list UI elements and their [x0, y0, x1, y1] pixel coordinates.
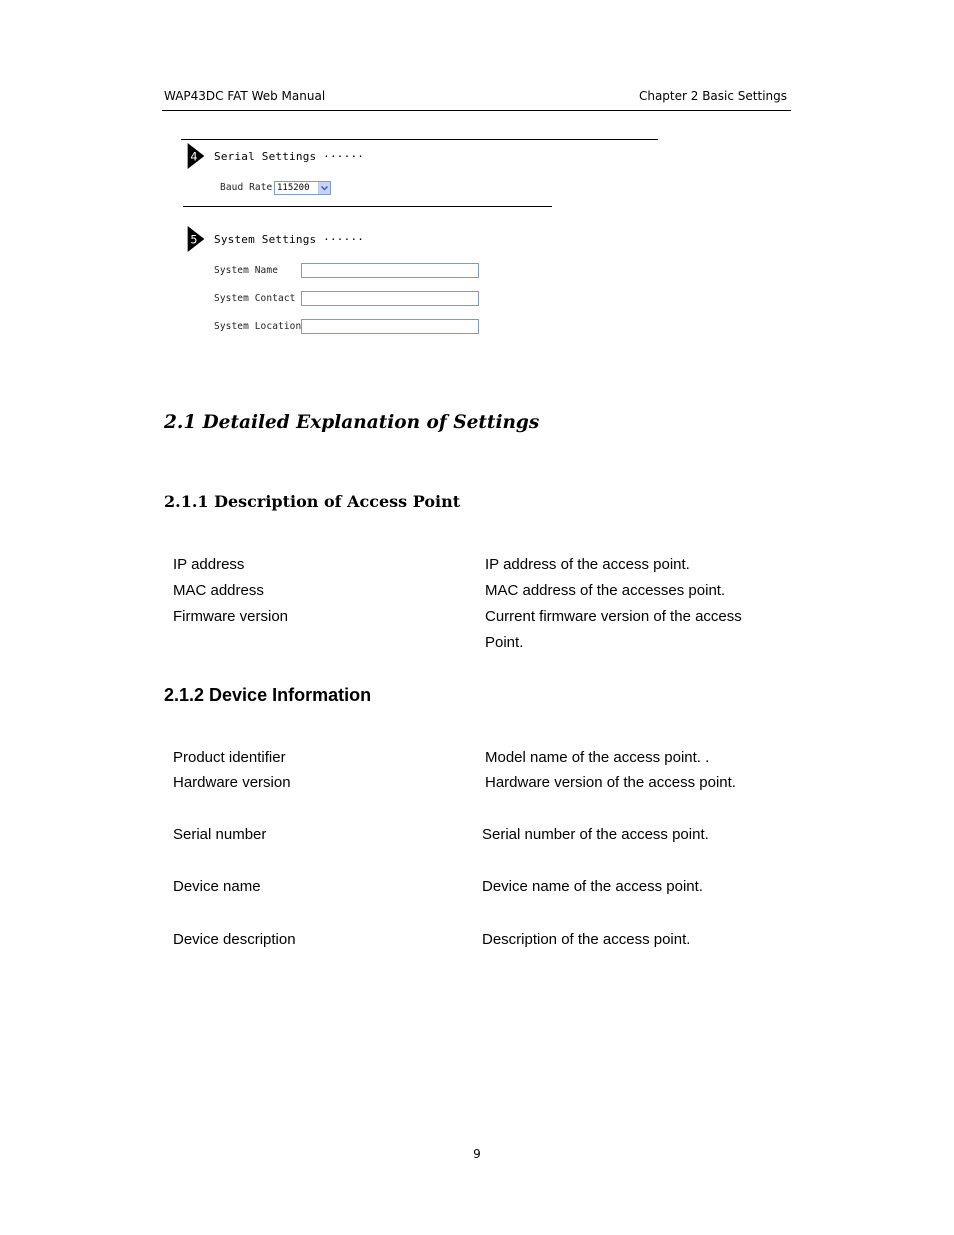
serial-settings-title: Serial Settings ······	[214, 150, 365, 163]
system-location-input[interactable]	[301, 319, 479, 334]
system-contact-input[interactable]	[301, 291, 479, 306]
system-settings-title: System Settings ······	[214, 233, 365, 246]
definition-description: Model name of the access point. .	[485, 749, 710, 766]
header-title: WAP43DC FAT Web Manual	[164, 89, 326, 103]
system-name-label: System Name	[214, 265, 279, 276]
definition-term: Hardware version	[173, 774, 291, 791]
system-location-label: System Location	[214, 321, 302, 332]
definition-description: Current firmware version of the access	[485, 608, 742, 625]
definition-term: Device description	[173, 931, 296, 948]
definition-description: Serial number of the access point.	[482, 826, 709, 843]
section-2-1-2-heading: 2.1.2 Device Information	[164, 685, 372, 705]
figure-mid-divider	[183, 206, 552, 207]
definition-term: Firmware version	[173, 608, 289, 625]
definition-description: Device name of the access point.	[482, 878, 703, 895]
chevron-down-icon[interactable]	[318, 182, 330, 194]
baud-rate-select[interactable]	[274, 181, 331, 195]
definition-term: IP address	[173, 556, 245, 573]
definition-term: MAC address	[173, 582, 264, 599]
figure-top-divider	[181, 139, 658, 140]
svg-text:4: 4	[190, 150, 198, 164]
baud-rate-label: Baud Rate	[220, 182, 273, 193]
definition-description: Hardware version of the access point.	[485, 774, 736, 791]
header-divider	[162, 110, 791, 111]
header-chapter: Chapter 2 Basic Settings	[638, 89, 787, 103]
page-number: 9	[473, 1147, 481, 1161]
definition-term: Device name	[173, 878, 261, 895]
system-contact-label: System Contact	[214, 293, 296, 304]
serial-step-badge-icon	[187, 143, 205, 174]
system-name-input[interactable]	[301, 263, 479, 278]
definition-description: MAC address of the accesses point.	[485, 582, 726, 599]
section-2-1-1-heading: 2.1.1 Description of Access Point	[164, 492, 461, 511]
definition-description-continued: Point.	[485, 634, 524, 651]
definition-description: Description of the access point.	[482, 931, 691, 948]
baud-rate-value: 115200	[277, 183, 310, 193]
system-step-badge-icon	[187, 226, 205, 257]
svg-text:5: 5	[190, 233, 198, 247]
definition-description: IP address of the access point.	[485, 556, 690, 573]
definition-term: Serial number	[173, 826, 267, 843]
definition-term: Product identifier	[173, 749, 286, 766]
section-2-1-heading: 2.1 Detailed Explanation of Settings	[164, 412, 540, 433]
